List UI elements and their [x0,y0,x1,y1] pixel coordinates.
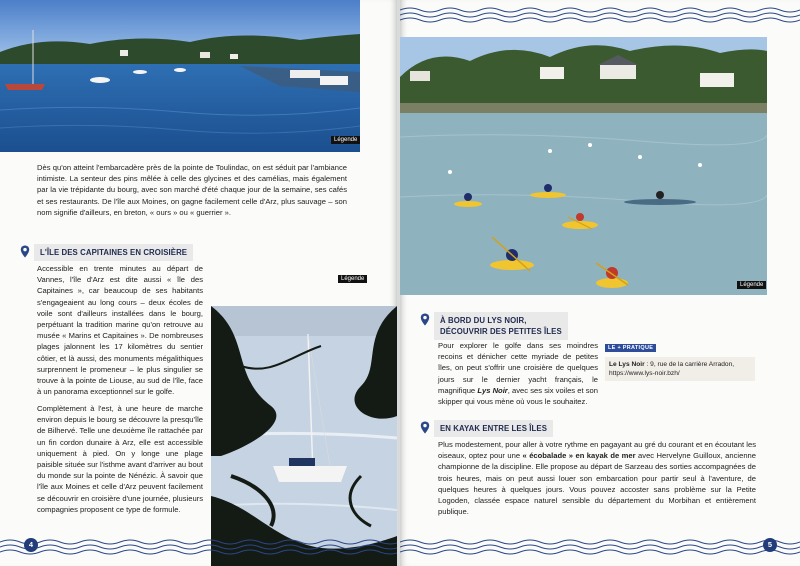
page-number: 5 [763,538,777,552]
info-box [605,336,755,381]
wave-footer [400,536,800,560]
section-heading-kayak [420,420,553,437]
boat-name: Lys Noir [477,385,508,395]
kayak-photo [400,37,767,295]
location-pin-icon [420,313,430,326]
intro-paragraph: Dès qu'on atteint l'embarcadère près de la pointe de Toulindac, on est séduit par l'ambiance intimiste. La senteur des pins mêlée à celle des glycines et des camélias, mais également par la vie trépidante du bourg, avec son marché d'été chaque jour de la semaine, ses cafés et ses restaurants. De l'île aux Moines, on gagne facilement celle d'Arz, plus sauvage – son nom signifie d'ailleurs, en breton, « ours » ou « guerrier ». [37,163,347,217]
section-heading-lys-noir [420,312,568,340]
photo-caption: Légende [338,275,367,283]
photo-caption: Légende [331,136,360,144]
section-heading-capitaines [20,244,193,261]
capitaines-paragraph: Accessible en trente minutes au départ de Vannes, l'île d'Arz est dite aussi « île des Capitaines », car beaucoup de ses habitants s'engageaient au long cours – deux écoles de voile sont d'ailleurs installées dans le bourg, perpétuant la tradition marine qu'on retrouve au musée « Marins et Capitaines ». De nombreuses plages jalonnent les 17 kilomètres du sentier côtier, et là aussi, des monuments mégalithiques surprennent le promeneur – le plus singulier se trouve à la pointe de Liouse, au sud de l'île, face à un panorama exceptionnel sur le golfe. [37,264,203,397]
page-number: 4 [24,538,38,552]
lys-noir-paragraph: Pour explorer le golfe dans ses moindres recoins et dénicher cette myriade de petites îles, on peut s'offrir une croisière de quelques jours sur le dernier yacht français, le magnifique Lys Noir, avec ses six voiles et son skipper qui vous mène où vous le souhaitez. [438,341,598,407]
photo-caption: Légende [737,281,766,289]
section-title-line2: DÉCOUVRIR DES PETITES ÎLES [440,327,562,336]
bilherve-paragraph: Complètement à l'est, à une heure de marche environ depuis le bourg se découvre la presqu'île de Bilhervé. Telle une deuxième île rattachée par un fin cordon dunaire à Arz, elle est accessible uniquement à pied. On y longe une plage paisible située sur l'isthme avant d'arriver au bout du monde sur la pointe de Nénézic. À savoir que l'île aux Moines et celle d'Arz peuvent facilement se découvrir en croisière d'une journée, plusieurs compagnies proposent ce type de formule. [37,404,203,514]
harbor-photo [0,0,360,152]
location-pin-icon [20,245,30,258]
section-title: EN KAYAK ENTRE LES ÎLES [434,420,553,437]
sailboat-photo [211,306,397,566]
wave-footer [0,536,397,560]
left-page [0,0,397,566]
location-pin-icon [420,421,430,434]
info-tag: LE + PRATIQUE [605,344,656,352]
kayak-paragraph: Plus modestement, pour aller à votre rythme en pagayant au gré du courant et en écoutant les oiseaux, optez pour une « écobalade » en kayak de mer avec Hervelyne Guilloux, ancienne championne de la discipline. Elle propose au départ de Sarzeau des sorties accompagnées de trois heures, mais on peut aussi louer son embarcation pour partir seul à l'aventure, de quelques heures à quelques jours. Vous pouvez accoster sans problème sur la Petite Logoden, classée espace naturel sensible du département du Morbihan et entièrement publique. [438,440,756,517]
wave-header [400,4,800,28]
info-text [605,357,755,381]
info-address: : 9, rue de la carrière Arradon, https://www.lys-noir.bzh/ [609,361,735,377]
kayak-highlight: « écobalade » en kayak de mer [522,451,636,461]
info-name: Le Lys Noir [609,361,645,368]
section-title: L'ÎLE DES CAPITAINES EN CROISIÈRE [34,244,193,261]
right-page [400,0,800,566]
section-title [434,312,568,340]
section-title-line1: À BORD DU LYS NOIR, [440,316,527,325]
